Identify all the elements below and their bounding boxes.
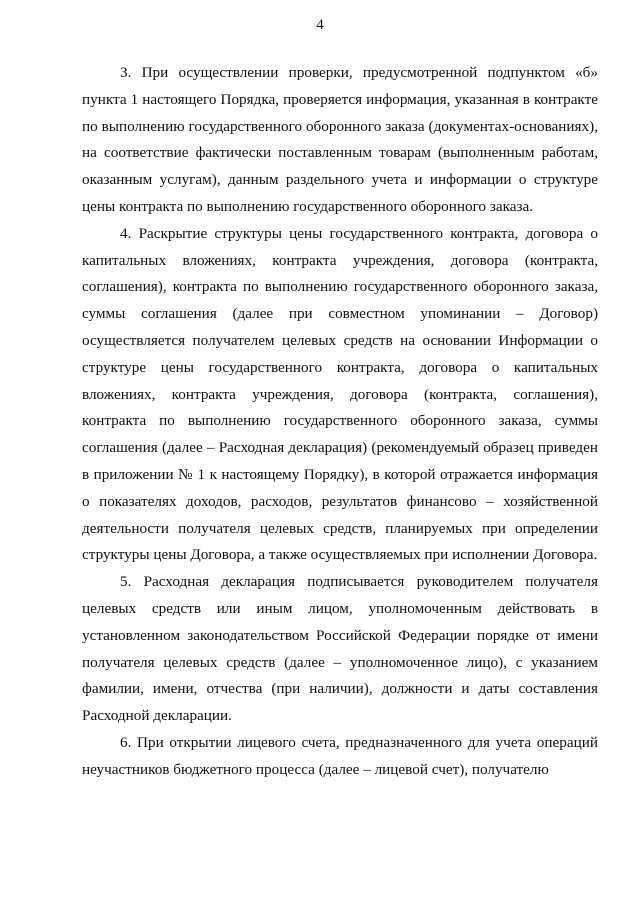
paragraph-6: 6. При открытии лицевого счета, предназначенного для учета операций неучастников бюджетного процесса (далее – лицевой счет), получателю	[82, 733, 598, 778]
paragraph-3: 3. При осуществлении проверки, предусмотренной подпунктом «б» пункта 1 настоящего Порядка, проверяется информация, указанная в контракте по выполнению государственного оборонного заказа (документах-основаниях), на соответствие фактически поставленным товарам (выполненным работам, оказанным услугам), данным раздельного учета и информации о структуре цены контракта по выполнению государственного оборонного заказа.	[82, 64, 598, 215]
page-number: 4	[316, 17, 324, 33]
paragraph-5: 5. Расходная декларация подписывается руководителем получателя целевых средств или иным лицом, уполномоченным действовать в установленном законодательством Российской Федерации порядке от имени получателя целевых средств (далее – уполномоченное лицо), с указанием фамилии, имени, отчества (при наличии), должности и даты составления Расходной декларации.	[82, 573, 598, 725]
document-body	[82, 60, 598, 784]
paragraph-4: 4. Раскрытие структуры цены государственного контракта, договора о капитальных вложениях, контракта учреждения, договора (контракта, соглашения), контракта по выполнению государственного оборонного заказа, суммы соглашения (далее при совместном упоминании – Договор) осуществляется получателем целевых средств на основании Информации о структуре цены государственного контракта, договора о капитальных вложениях, контракта учреждения, договора (контракта, соглашения), контракта по выполнению государственного оборонного заказа, суммы соглашения (далее – Расходная декларация) (рекомендуемый образец приведен в приложении № 1 к настоящему Порядку), в которой отражается информация о показателях доходов, расходов, результатов финансово – хозяйственной деятельности получателя целевых средств, планируемых при определении структуры цены Договора, а также осуществляемых при исполнении Договора.	[82, 224, 598, 564]
